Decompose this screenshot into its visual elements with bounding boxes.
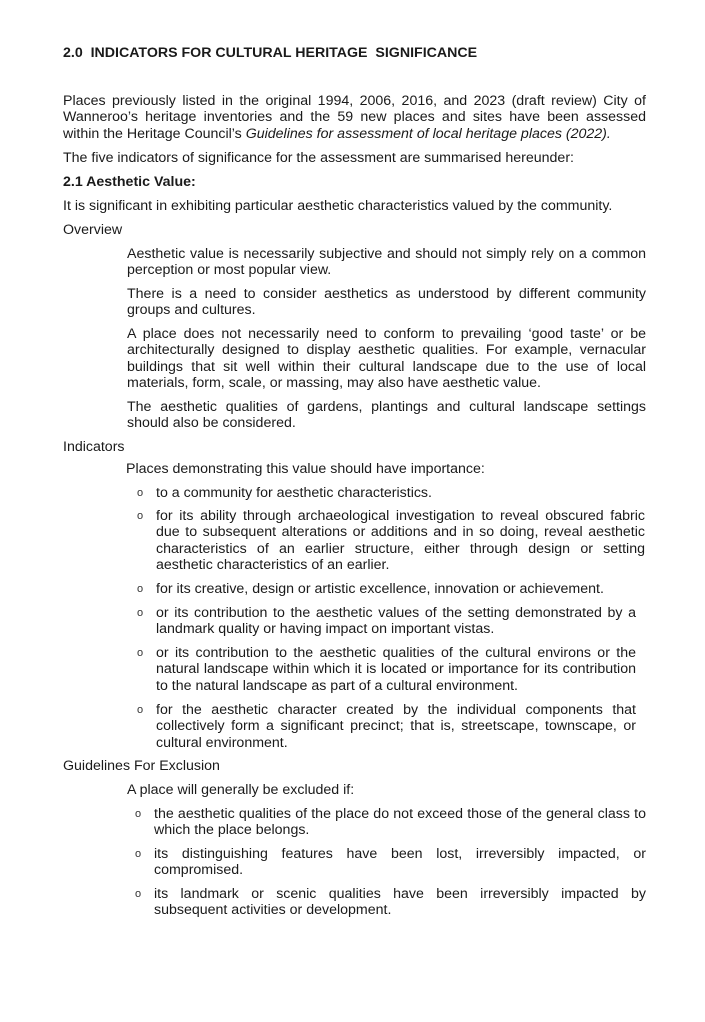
indicators-lead: Places demonstrating this value should have importance: bbox=[126, 461, 485, 477]
exclusion-label: Guidelines For Exclusion bbox=[63, 758, 220, 774]
overview-paragraph: There is a need to consider aesthetics as understood by different community groups and cultures. bbox=[127, 286, 646, 319]
hollow-bullet-icon: o bbox=[136, 583, 144, 595]
indicator-text: or its contribution to the aesthetic qualities of the cultural environs or the natural landscape within which it is located or importance for its contribution to the natural landscape as part of a cultural environment. bbox=[156, 645, 636, 694]
hollow-bullet-icon: o bbox=[136, 704, 144, 716]
section-heading: 2.0 INDICATORS FOR CULTURAL HERITAGE SIGNIFICANCE bbox=[63, 45, 478, 61]
exclusion-lead: A place will generally be excluded if: bbox=[127, 782, 355, 798]
overview-paragraph: A place does not necessarily need to conform to prevailing ‘good taste’ or be architecturally designed to display aesthetic qualities. For example, vernacular buildings that sit well within their cultural landscape due to the use of local materials, form, scale, or massing, may also have aesthetic value. bbox=[127, 326, 646, 392]
indicator-text: for its ability through archaeological investigation to reveal obscured fabric due to subsequent alterations or additions and in so doing, reveal aesthetic characteristics of an earlier structure, either through design or setting aesthetic characteristics of an earlier. bbox=[156, 508, 645, 574]
exclusion-text: the aesthetic qualities of the place do not exceed those of the general class to which the place belongs. bbox=[154, 806, 646, 839]
aesthetic-definition: It is significant in exhibiting particular aesthetic characteristics valued by the community. bbox=[63, 198, 613, 214]
hollow-bullet-icon: o bbox=[134, 808, 142, 820]
indicators-label: Indicators bbox=[63, 439, 125, 455]
hollow-bullet-icon: o bbox=[134, 848, 142, 860]
exclusion-text: its landmark or scenic qualities have been irreversibly impacted by subsequent activities or development. bbox=[154, 886, 646, 919]
hollow-bullet-icon: o bbox=[136, 647, 144, 659]
hollow-bullet-icon: o bbox=[134, 888, 142, 900]
intro-text: Places previously listed in the original 1994, 2006, 2016, and 2023 (draft review) City of Wanneroo’s heritage inventories and the 59 new places and sites have been assessed within the Heritage Council’s bbox=[63, 93, 646, 142]
hollow-bullet-icon: o bbox=[136, 607, 144, 619]
exclusion-text: its distinguishing features have been lost, irreversibly impacted, or compromised. bbox=[154, 846, 646, 879]
indicator-text: for the aesthetic character created by the individual components that collectively form a significant precinct; that is, streetscape, townscape, or cultural environment. bbox=[156, 702, 636, 751]
aesthetic-value-heading: 2.1 Aesthetic Value: bbox=[63, 174, 196, 190]
summary-line: The five indicators of significance for the assessment are summarised hereunder: bbox=[63, 150, 574, 166]
indicator-text: to a community for aesthetic characteristics. bbox=[156, 485, 432, 501]
overview-paragraph: Aesthetic value is necessarily subjective and should not simply rely on a common perception or most popular view. bbox=[127, 246, 646, 279]
overview-label: Overview bbox=[63, 222, 123, 238]
hollow-bullet-icon: o bbox=[136, 487, 144, 499]
intro-paragraph bbox=[63, 93, 646, 142]
indicator-text: or its contribution to the aesthetic values of the setting demonstrated by a landmark quality or having impact on important vistas. bbox=[156, 605, 636, 638]
guidelines-title: Guidelines for assessment of local heritage places (2022). bbox=[245, 125, 611, 142]
overview-paragraph: The aesthetic qualities of gardens, plantings and cultural landscape settings should also be considered. bbox=[127, 399, 646, 432]
hollow-bullet-icon: o bbox=[136, 510, 144, 522]
indicator-text: for its creative, design or artistic excellence, innovation or achievement. bbox=[156, 581, 604, 597]
